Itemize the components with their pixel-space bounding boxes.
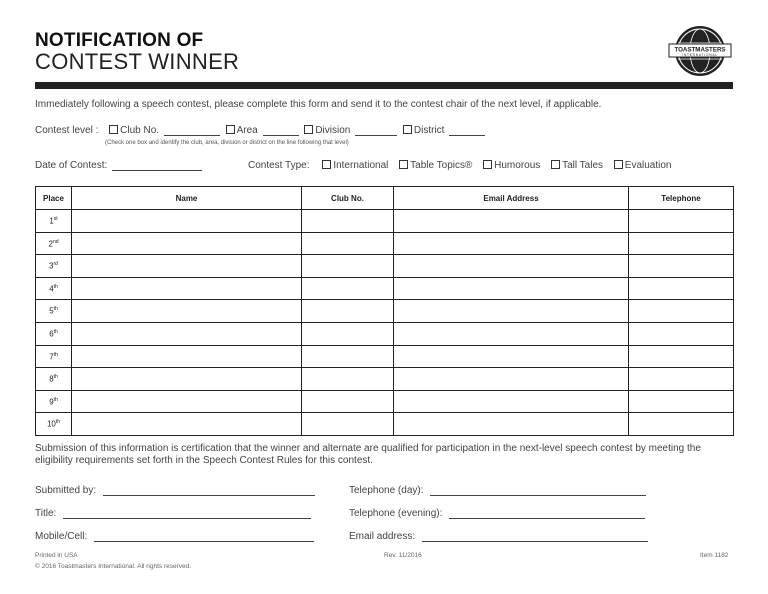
footer-revision: Rev. 11/2016 [384, 552, 422, 559]
area-line[interactable] [263, 126, 299, 136]
telephone-cell[interactable] [629, 232, 734, 255]
place-cell [36, 368, 72, 391]
club-no-line[interactable] [164, 126, 220, 136]
telephone-cell[interactable] [629, 345, 734, 368]
phone-evening-label: Telephone (evening): [349, 508, 443, 519]
checkbox-division[interactable] [304, 125, 315, 136]
place-number: 3 [49, 261, 54, 271]
email-cell[interactable] [394, 368, 629, 391]
table-row [36, 345, 734, 368]
option-club-label: Club No. [120, 125, 160, 136]
place-cell [36, 390, 72, 413]
contest-level-note: (Check one box and identify the club, area, division or district on the line following that level) [105, 140, 349, 146]
email-cell[interactable] [394, 277, 629, 300]
checkbox-district[interactable] [403, 125, 414, 136]
place-cell [36, 277, 72, 300]
telephone-cell[interactable] [629, 322, 734, 345]
place-number: 4 [49, 284, 54, 294]
date-label: Date of Contest: [35, 160, 108, 171]
place-suffix: nd [52, 238, 59, 245]
place-suffix: th [55, 419, 61, 426]
name-cell[interactable] [72, 390, 302, 413]
place-number: 8 [49, 374, 54, 384]
email-cell[interactable] [394, 390, 629, 413]
winners-table [35, 186, 734, 436]
place-suffix: th [53, 374, 58, 381]
toastmasters-logo [668, 24, 732, 78]
club-no-cell[interactable] [302, 368, 394, 391]
club-no-cell[interactable] [302, 232, 394, 255]
place-number: 10 [46, 419, 56, 429]
email-field [349, 531, 648, 542]
name-cell[interactable] [72, 255, 302, 278]
telephone-cell[interactable] [629, 277, 734, 300]
email-cell[interactable] [394, 300, 629, 323]
place-suffix: th [53, 351, 58, 358]
email-cell[interactable] [394, 210, 629, 233]
place-cell [36, 300, 72, 323]
place-suffix: rd [53, 261, 58, 268]
name-cell[interactable] [72, 232, 302, 255]
submitted-by-field [35, 485, 315, 496]
place-suffix: st [53, 215, 58, 222]
logo-text-top: TOASTMASTERS [674, 46, 726, 54]
name-cell[interactable] [72, 300, 302, 323]
place-number: 5 [49, 307, 54, 316]
email-cell[interactable] [394, 413, 629, 436]
table-row [36, 277, 734, 300]
email-cell[interactable] [394, 255, 629, 278]
form-title-line2: CONTEST WINNER [35, 49, 240, 74]
phone-evening-line[interactable] [449, 509, 645, 519]
name-cell[interactable] [72, 210, 302, 233]
date-row [35, 160, 202, 171]
footer-item-number: Item 1182 [700, 552, 729, 559]
title-line[interactable] [63, 509, 311, 519]
place-suffix: th [53, 283, 58, 290]
place-cell [36, 345, 72, 368]
date-line[interactable] [112, 161, 202, 171]
submitted-by-line[interactable] [103, 486, 315, 496]
option-area-label: Area [236, 125, 258, 136]
contest-level-row [35, 125, 485, 136]
table-row [36, 390, 734, 413]
title-label: Title: [35, 508, 57, 519]
telephone-cell[interactable] [629, 390, 734, 413]
place-cell [36, 210, 72, 233]
title-field [35, 508, 311, 519]
table-row [36, 322, 734, 345]
footer-copyright: © 2016 Toastmasters International. All rights reserved. [35, 563, 192, 570]
email-cell[interactable] [394, 322, 629, 345]
mobile-field [35, 531, 314, 542]
club-no-cell[interactable] [302, 390, 394, 413]
option-division-label: Division [315, 125, 351, 136]
place-number: 1 [49, 216, 54, 226]
place-cell [36, 255, 72, 278]
table-row [36, 232, 734, 255]
name-cell[interactable] [72, 322, 302, 345]
phone-day-line[interactable] [430, 486, 646, 496]
contest-type-label: Contest Type: [248, 160, 310, 171]
option-district-label: District [413, 125, 445, 136]
contest-type-row [248, 160, 672, 171]
checkbox-club[interactable] [109, 125, 120, 136]
club-no-cell[interactable] [302, 210, 394, 233]
checkbox-evaluation[interactable] [614, 160, 625, 171]
telephone-cell[interactable] [629, 210, 734, 233]
table-row [36, 413, 734, 436]
table-row [36, 255, 734, 278]
place-number: 9 [49, 397, 54, 407]
submitted-by-label: Submitted by: [35, 485, 97, 496]
header-name: Name [72, 187, 302, 210]
place-suffix: th [53, 328, 58, 335]
checkbox-table-topics[interactable] [399, 160, 410, 171]
phone-day-label: Telephone (day): [349, 485, 424, 496]
contest-level-label: Contest level : [35, 125, 99, 136]
phone-evening-field [349, 508, 645, 519]
checkbox-tall-tales[interactable] [551, 160, 562, 171]
checkbox-area[interactable] [226, 125, 237, 136]
name-cell[interactable] [72, 277, 302, 300]
place-number: 6 [49, 329, 54, 339]
name-cell[interactable] [72, 413, 302, 436]
type-table-topics-label: Table Topics® [410, 160, 473, 171]
place-number: 2 [48, 239, 53, 249]
header-club-no: Club No. [302, 187, 394, 210]
intro-text: Immediately following a speech contest, please complete this form and send it to the contest chair of the next level, if applicable. [35, 99, 602, 110]
header-place: Place [36, 187, 72, 210]
table-header-row [36, 187, 734, 210]
division-line[interactable] [355, 126, 397, 136]
place-cell [36, 322, 72, 345]
district-line[interactable] [449, 126, 485, 136]
club-no-cell[interactable] [302, 345, 394, 368]
header-divider [35, 82, 733, 89]
telephone-cell[interactable] [629, 413, 734, 436]
club-no-cell[interactable] [302, 300, 394, 323]
place-number: 7 [49, 352, 54, 362]
form-title-line1: NOTIFICATION OF [35, 30, 204, 51]
place-cell [36, 232, 72, 255]
type-international-label: International [333, 160, 389, 171]
club-no-cell[interactable] [302, 277, 394, 300]
telephone-cell[interactable] [629, 368, 734, 391]
place-cell [36, 413, 72, 436]
club-no-cell[interactable] [302, 413, 394, 436]
type-tall-tales-label: Tall Tales [562, 160, 604, 171]
header-email: Email Address [394, 187, 629, 210]
type-humorous-label: Humorous [494, 160, 541, 171]
checkbox-humorous[interactable] [483, 160, 494, 171]
mobile-line[interactable] [94, 532, 314, 542]
table-row [36, 300, 734, 323]
place-suffix: th [53, 306, 58, 313]
type-evaluation-label: Evaluation [624, 160, 672, 171]
club-no-cell[interactable] [302, 322, 394, 345]
email-cell[interactable] [394, 232, 629, 255]
logo-text-bottom: INTERNATIONAL [682, 52, 718, 57]
mobile-label: Mobile/Cell: [35, 531, 88, 542]
checkbox-international[interactable] [322, 160, 333, 171]
footer-printed: Printed in USA [35, 552, 78, 559]
telephone-cell[interactable] [629, 255, 734, 278]
club-no-cell[interactable] [302, 255, 394, 278]
email-label: Email address: [349, 531, 416, 542]
table-row [36, 368, 734, 391]
certification-text: Submission of this information is certification that the winner and alternate are qualified for participation in the next-level speech contest by meeting the eligibility requirements set forth in the Speech Contest Rules for this contest. [35, 443, 701, 466]
table-row [36, 210, 734, 233]
email-line[interactable] [422, 532, 648, 542]
phone-day-field [349, 485, 646, 496]
name-cell[interactable] [72, 368, 302, 391]
telephone-cell[interactable] [629, 300, 734, 323]
email-cell[interactable] [394, 345, 629, 368]
place-suffix: th [53, 396, 58, 403]
name-cell[interactable] [72, 345, 302, 368]
header-telephone: Telephone [629, 187, 734, 210]
